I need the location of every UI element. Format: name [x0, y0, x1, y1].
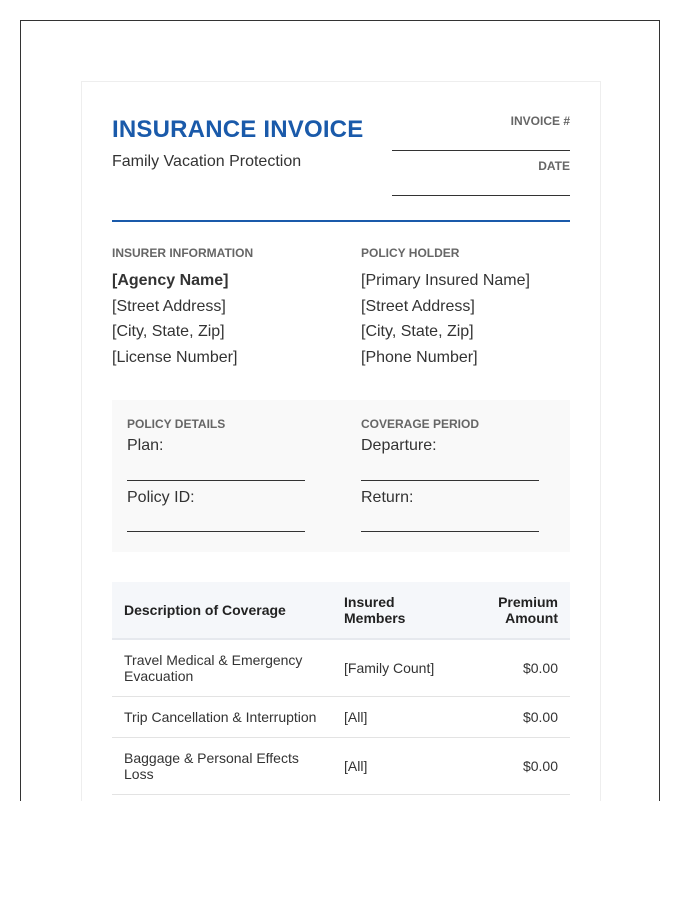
date-label: DATE	[538, 159, 570, 173]
policy-details-label: POLICY DETAILS	[127, 417, 226, 431]
header-divider	[112, 220, 570, 222]
coverage-description: Trip Cancellation & Interruption	[112, 696, 332, 737]
policy-holder-street-address: [Street Address]	[361, 297, 475, 315]
header-insured-members: Insured Members	[332, 582, 466, 639]
policy-holder-address-block	[361, 268, 530, 370]
invoice-number-label: INVOICE #	[510, 114, 570, 128]
coverage-table	[112, 582, 570, 795]
table-row	[112, 639, 570, 696]
coverage-description: Baggage & Personal Effects Loss	[112, 737, 332, 794]
table-row	[112, 696, 570, 737]
coverage-description: Travel Medical & Emergency Evacuation	[112, 639, 332, 696]
insurer-street-address: [Street Address]	[112, 297, 226, 315]
table-header-row	[112, 582, 570, 639]
coverage-members: [All]	[332, 737, 466, 794]
policy-holder-phone-number: [Phone Number]	[361, 348, 478, 366]
departure-label: Departure:	[361, 437, 437, 454]
header-premium-amount: Premium Amount	[466, 582, 570, 639]
header-description: Description of Coverage	[112, 582, 332, 639]
invoice-title: INSURANCE INVOICE	[112, 116, 364, 143]
policy-holder-city-state-zip: [City, State, Zip]	[361, 323, 474, 340]
insurer-agency-name: [Agency Name]	[112, 272, 229, 289]
policy-id-field[interactable]	[127, 531, 305, 532]
policy-id-label: Policy ID:	[127, 489, 195, 506]
insurer-license-number: [License Number]	[112, 348, 238, 366]
return-label: Return:	[361, 489, 414, 506]
insurer-address-block	[112, 268, 237, 370]
return-field[interactable]	[361, 531, 539, 532]
plan-field[interactable]	[127, 480, 305, 481]
departure-field[interactable]	[361, 480, 539, 481]
coverage-period-label: COVERAGE PERIOD	[361, 417, 480, 431]
coverage-members: [All]	[332, 696, 466, 737]
coverage-amount: $0.00	[466, 737, 570, 794]
date-field[interactable]	[392, 195, 570, 196]
policy-holder-name: [Primary Insured Name]	[361, 272, 530, 289]
insurer-section-label: INSURER INFORMATION	[112, 246, 254, 260]
coverage-members: [Family Count]	[332, 639, 466, 696]
coverage-amount: $0.00	[466, 696, 570, 737]
table-row	[112, 737, 570, 794]
insurer-city-state-zip: [City, State, Zip]	[112, 323, 225, 340]
plan-label: Plan:	[127, 437, 164, 454]
policy-holder-section-label: POLICY HOLDER	[361, 246, 460, 260]
coverage-amount: $0.00	[466, 639, 570, 696]
invoice-number-field[interactable]	[392, 150, 570, 151]
invoice-subtitle: Family Vacation Protection	[112, 153, 302, 170]
